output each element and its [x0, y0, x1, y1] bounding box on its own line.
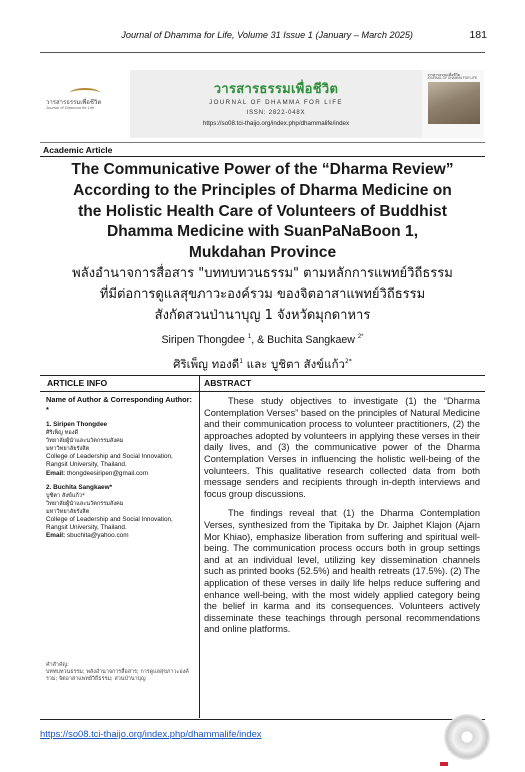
abstract-heading: ABSTRACT: [204, 378, 252, 388]
authors-en: [40, 334, 485, 346]
journal-banner: [42, 70, 484, 138]
license-logos-icon: [440, 762, 510, 768]
column-divider: [199, 375, 200, 718]
cover-caption-th: วารสารธรรมเพื่อชีวิต: [427, 73, 461, 77]
article-info-heading: ARTICLE INFO: [47, 378, 108, 388]
author-1-affil-th: 1: [239, 358, 244, 365]
title-line: According to the Principles of Dharma Medicine on: [73, 181, 452, 199]
author-2-email[interactable]: sbuchita@yahoo.com: [66, 532, 129, 540]
author-1-name: 1. Siripen Thongdee: [46, 421, 108, 428]
email-label: Email:: [46, 532, 66, 540]
abstract-body: [204, 396, 480, 644]
journal-logo: [42, 70, 130, 138]
title-line: Dhamma Medicine with SuanPaNaBoon 1,: [106, 223, 419, 241]
author-1-name-th: ศิริเพ็ญ ทองดี: [46, 430, 79, 437]
running-header: [0, 30, 525, 46]
index-logos-icon: [428, 127, 480, 135]
author-2-name: Buchita Sangkaew: [267, 334, 355, 346]
author-1-affil: 1: [247, 334, 252, 340]
author-1-email-line: [46, 470, 196, 478]
journal-citation: Journal of Dhamma for Life, Volume 31 Issue 1 (January – March 2025): [121, 30, 413, 40]
author-2-name-th: บูชิตา สังข์แก้ว: [270, 357, 345, 371]
article-info-panel: [46, 395, 196, 540]
header-rule: [40, 52, 485, 53]
author-2-inst-th-2: มหาวิทยาลัยรังสิต: [46, 508, 90, 515]
abstract-paragraph: These study objectives to investigate (1) the “Dharma Contemplation Verses” based on the principles of Natural Medicine and their communication process to volunteer practitioners, (2) the approaches adopted by volunteers in applying these verses in their daily lives, and (3) the communicative power of the Dharma Contemplation Verses in influencing the holistic well-being of the volunteers. This qualitative research collected data from both message senders and recipients through in-depth interviews and focus group discussions.: [204, 396, 480, 499]
title-th-line: ที่มีต่อการดูแลสุขภาวะองค์รวม ของจิตอาสาแพทย์วิถีธรรม: [99, 287, 426, 302]
author-separator-th: และ: [243, 357, 271, 371]
keywords-text: บททบทวนธรรม; พลังอำนาจการสื่อสาร; การดูแลสุขภาวะองค์รวม; จิตอาสาแพทย์วิถีธรรม; สวนป่านาบุญ: [46, 669, 189, 683]
logo-text-en: Journal of Dhamma for Life: [46, 105, 95, 110]
article-type-rule: [40, 156, 485, 157]
authors-th: [40, 356, 485, 374]
cover-image: [428, 82, 480, 124]
title-line: the Holistic Health Care of Volunteers of Buddhist: [78, 202, 447, 220]
logo-text-th: วารสารธรรมเพื่อชีวิต: [46, 100, 102, 106]
cover-thumbnail: [422, 70, 484, 138]
cover-caption-en: JOURNAL OF DHAMMA FOR LIFE: [427, 76, 478, 80]
author-2-name-th: บูชิตา สังข์แก้ว*: [46, 492, 85, 499]
disc-graphic-icon: [444, 714, 490, 760]
article-title-th: [40, 263, 485, 326]
abstract-heading-rule: [199, 391, 485, 392]
email-label: Email:: [46, 469, 66, 477]
author-1-block: [46, 421, 196, 478]
author-2-name: 2. Buchita Sangkaew*: [46, 483, 113, 491]
footer-link[interactable]: https://so08.tci-thaijo.org/index.php/dhammalife/index: [40, 728, 262, 739]
corresponding-author-heading: Name of Author & Corresponding Author: *: [46, 395, 193, 414]
author-separator: , &: [251, 334, 268, 346]
page-number: 181: [469, 29, 487, 41]
author-1-inst-th: วิทยาลัยผู้นำและนวัตกรรมสังคม: [46, 438, 124, 445]
author-1-name-th: ศิริเพ็ญ ทองดี: [173, 357, 240, 371]
masthead-issn: ISSN: 2822-048X: [246, 110, 306, 116]
author-2-email-line: [46, 532, 196, 540]
masthead-title-th: วารสารธรรมเพื่อชีวิต: [213, 81, 339, 96]
masthead-url[interactable]: https://so08.tci-thaijo.org/index.php/dhammalife/index: [202, 120, 350, 127]
title-th-line: สังกัดสวนป่านาบุญ 1 จังหวัดมุกดาหาร: [154, 308, 371, 323]
author-1-email[interactable]: thongdeesiripen@gmail.com: [66, 469, 149, 477]
info-heading-rule: [40, 391, 199, 392]
article-title-en: [40, 160, 485, 264]
author-1-name: Siripen Thongdee: [161, 334, 245, 346]
keywords-label: คำสำคัญ:: [46, 662, 69, 668]
banner-rule: [40, 142, 485, 143]
banner-masthead: [130, 70, 422, 138]
author-1-inst-th-2: มหาวิทยาลัยรังสิต: [46, 446, 90, 453]
title-line: The Communicative Power of the “Dharma Review”: [71, 161, 454, 178]
author-2-affil-th: 2*: [344, 358, 352, 365]
author-2-inst-en: College of Leadership and Social Innovation, Rangsit University, Thailand.: [46, 516, 173, 532]
title-line: Mukdahan Province: [188, 244, 337, 262]
masthead-title-en: JOURNAL OF DHAMMA FOR LIFE: [209, 99, 343, 106]
author-2-inst-th: วิทยาลัยผู้นำและนวัตกรรมสังคม: [46, 500, 124, 507]
author-2-affil: 2*: [357, 334, 364, 340]
keywords-block: [46, 662, 196, 684]
article-type: Academic Article: [43, 145, 113, 155]
author-2-block: [46, 484, 196, 541]
title-th-line: พลังอำนาจการสื่อสาร "บททบทวนธรรม" ตามหลักการแพทย์วิถีธรรม: [72, 266, 453, 281]
author-1-inst-en: College of Leadership and Social Innovation, Rangsit University, Thailand.: [46, 453, 173, 469]
abstract-paragraph: The findings reveal that (1) the Dharma Contemplation Verses, synthesized from the Tipitaka by Dr. Jaiphet Klajon (Ajarn Mor Khiao), emphasize liberation from suffering and spiritual well-being. The communication process occurs both in group settings and at an individual level, utilizing key dissemination channels such as printed books (52.5%) and health retreats (17.5%). (2) The application of these verses in daily life helps reduce suffering and enhance well-being, with the most widely applied category being the belief in karma and its consequences. Volunteers actively disseminate these teachings through personal recommendations and online platforms.: [204, 508, 480, 635]
